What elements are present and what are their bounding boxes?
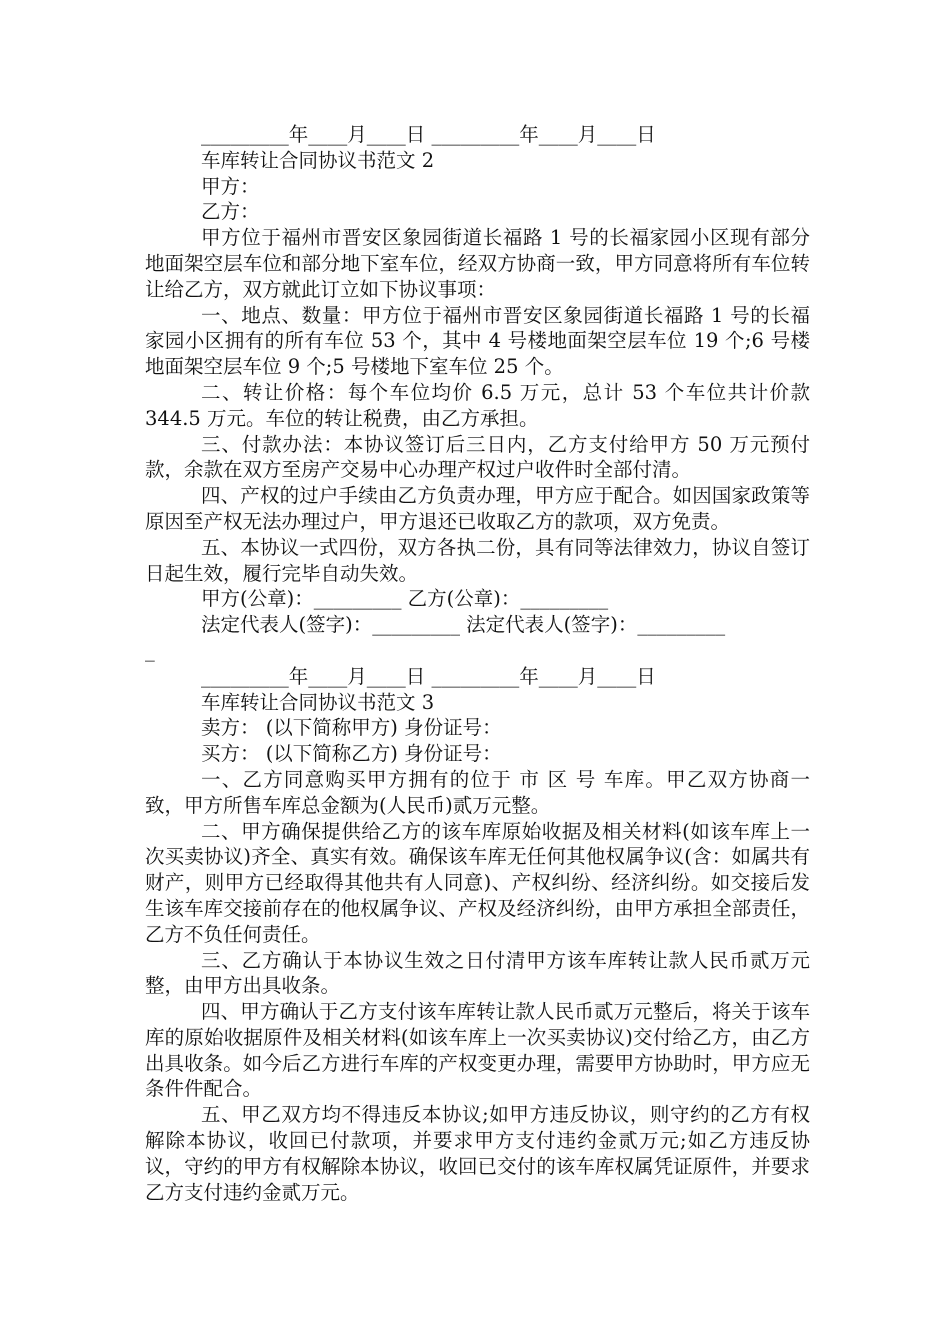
date-line: _________年____月____日 _________年____月____日 <box>201 123 656 146</box>
contract2-clause-1: 一、地点、数量：甲方位于福州市晋安区象园街道长福路 1 号的长福家园小区拥有的所有车位 53 个，其中 4 号楼地面架空层车位 19 个;6 号楼地面架空层车位 9 个;5 号楼地下室车位 25 个。 <box>145 303 810 379</box>
party-a-label: 甲方： <box>201 174 260 198</box>
contract3-clause-1: 一、乙方同意购买甲方拥有的位于 市 区 号 车库。甲乙双方协商一致，甲方所售车库总金额为(人民币)贰万元整。 <box>145 767 810 817</box>
representative-line-tail: _ <box>145 638 155 662</box>
contract3-clause-3: 三、乙方确认于本协议生效之日付清甲方该车库转让款人民币贰万元整，由甲方出具收条。 <box>145 948 810 998</box>
buyer-line: 买方： (以下简称乙方) 身份证号： <box>201 742 502 766</box>
contract2-clause-4: 四、产权的过户手续由乙方负责办理，甲方应于配合。如因国家政策等原因至产权无法办理过户，甲方退还已收取乙方的款项，双方免责。 <box>145 484 810 533</box>
document-page <box>145 122 810 1205</box>
party-b-label: 乙方： <box>201 200 260 224</box>
contract3-clause-2: 二、甲方确保提供给乙方的该车库原始收据及相关材料(如该车库上一次买卖协议)齐全、真实有效。确保该车库无任何其他权属争议(含：如属共有财产，则甲方已经取得其他共有人同意)、产权纠纷、经济纠纷。如交接后发生该车库交接前存在的他权属争议、产权及经济纠纷，由甲方承担全部责任，乙方不负任何责任。 <box>145 819 810 946</box>
representative-line: 法定代表人(签字)：_________ 法定代表人(签字)：_________ <box>201 613 726 637</box>
contract2-clause-3: 三、付款办法：本协议签订后三日内，乙方支付给甲方 50 万元预付款，余款在双方至房产交易中心办理产权过户收件时全部付清。 <box>145 432 810 482</box>
contract3-title: 车库转让合同协议书范文 3 <box>201 690 435 714</box>
contract2-intro: 甲方位于福州市晋安区象园街道长福路 1 号的长福家园小区现有部分地面架空层车位和部分地下室车位，经双方协商一致，甲方同意将所有车位转让给乙方，双方就此订立如下协议事项： <box>145 226 810 301</box>
seal-line: 甲方(公章)：_________ 乙方(公章)：_________ <box>201 587 609 611</box>
seller-line: 卖方： (以下简称甲方) 身份证号： <box>201 716 502 740</box>
date-line: _________年____月____日 _________年____月____日 <box>201 664 656 688</box>
contract2-clause-5: 五、本协议一式四份，双方各执二份，具有同等法律效力，协议自签订日起生效，履行完毕自动失效。 <box>145 535 810 585</box>
contract2-clause-2: 二、转让价格：每个车位均价 6.5 万元，总计 53 个车位共计价款 344.5 万元。车位的转让税费，由乙方承担。 <box>145 380 810 430</box>
contract3-clause-4: 四、甲方确认于乙方支付该车库转让款人民币贰万元整后，将关于该车库的原始收据原件及相关材料(如该车库上一次买卖协议)交付给乙方，由乙方出具收条。如今后乙方进行车库的产权变更办理，需要甲方协助时，甲方应无条件件配合。 <box>145 1000 810 1101</box>
contract2-title: 车库转让合同协议书范文 2 <box>201 148 435 172</box>
contract3-clause-5: 五、甲乙双方均不得违反本协议;如甲方违反协议，则守约的乙方有权解除本协议，收回已付款项，并要求甲方支付违约金贰万元;如乙方违反协议，守约的甲方有权解除本协议，收回已交付的该车库权属凭证原件，并要求乙方支付违约金贰万元。 <box>145 1103 810 1204</box>
